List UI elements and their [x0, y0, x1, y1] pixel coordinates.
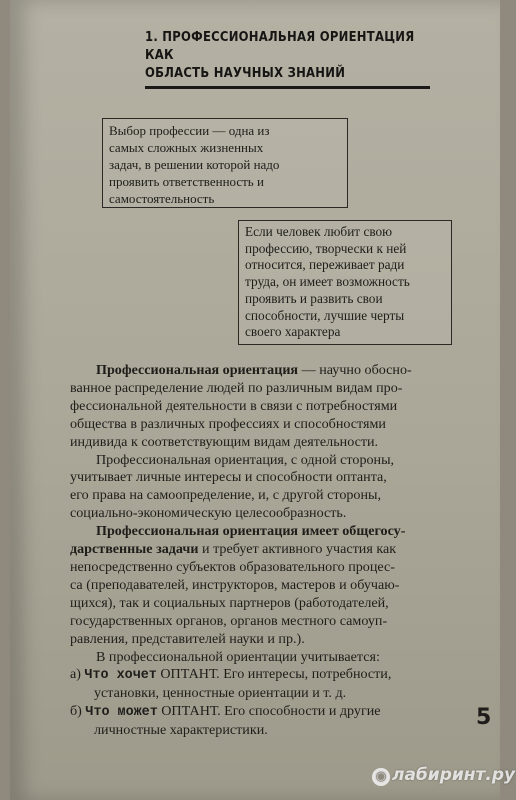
book-page [10, 0, 500, 800]
callout-box-love-profession: Если человек любит свою профессию, творчески к ней относится, переживает ради труда, он имеет возможность проявить и развить свои способности, лучшие черты своего характера [238, 220, 452, 345]
body-text [70, 362, 470, 740]
section-heading-block [145, 28, 430, 89]
paragraph-considered: В профессиональной ориентации учитывается: [96, 648, 380, 665]
paragraph-definition: Профессиональная ориентация — научно обосно- ванное распределение людей по различным видам про- фессиональной деятельности в связи с потребностями общества в различных профессиях и способностями индивида к соответствующим видам деятельности. [70, 362, 412, 450]
callout-box-choice: Выбор профессии — одна из самых сложных жизненных задач, в решении которой надо проявить ответственность и самостоятельность [102, 118, 348, 208]
term-bold: Профессиональная ориентация [96, 362, 299, 378]
labyrinth-logo-icon: ◉ [372, 768, 390, 786]
watermark-logo: ◉ лабиринт.ру [372, 765, 515, 786]
considerations-list: а) Что хочет ОПТАНТ. Его интересы, потребности, установки, ценностные ориентации и т. д. б) Что может ОПТАНТ. Его способности и другие личностные характеристики. [70, 666, 470, 740]
section-heading: 1. ПРОФЕССИОНАЛЬНАЯ ОРИЕНТАЦИЯ КАК ОБЛАСТЬ НАУЧНЫХ ЗНАНИЙ [145, 29, 415, 81]
list-item: а) Что хочет ОПТАНТ. Его интересы, потребности, [70, 666, 392, 684]
page-number: 5 [476, 705, 492, 730]
list-item: б) Что может ОПТАНТ. Его способности и другие [70, 703, 381, 721]
state-tasks-bold-1: Профессиональная ориентация имеет общегосу- [96, 523, 406, 540]
paragraph-orientation-sides: Профессиональная ориентация, с одной стороны, учитывает личные интересы и способности оптанта, его права на самоопределение, и, с другой стороны, социально-экономическую целесообразность. [70, 451, 395, 522]
paragraph-state-tasks: Профессиональная ориентация имеет общегосу- дарственные задачи и требует активного участия как непосредственно субъектов образовательного процес- са (преподавателей, инструкторов, мастеров и обучаю- щихся), так и социальных партнеров (работодателей, государственных органов, органов местного самоуп- равления, представителей науки и пр.). [70, 523, 406, 647]
state-tasks-bold-2: дарственные задачи [70, 541, 199, 558]
